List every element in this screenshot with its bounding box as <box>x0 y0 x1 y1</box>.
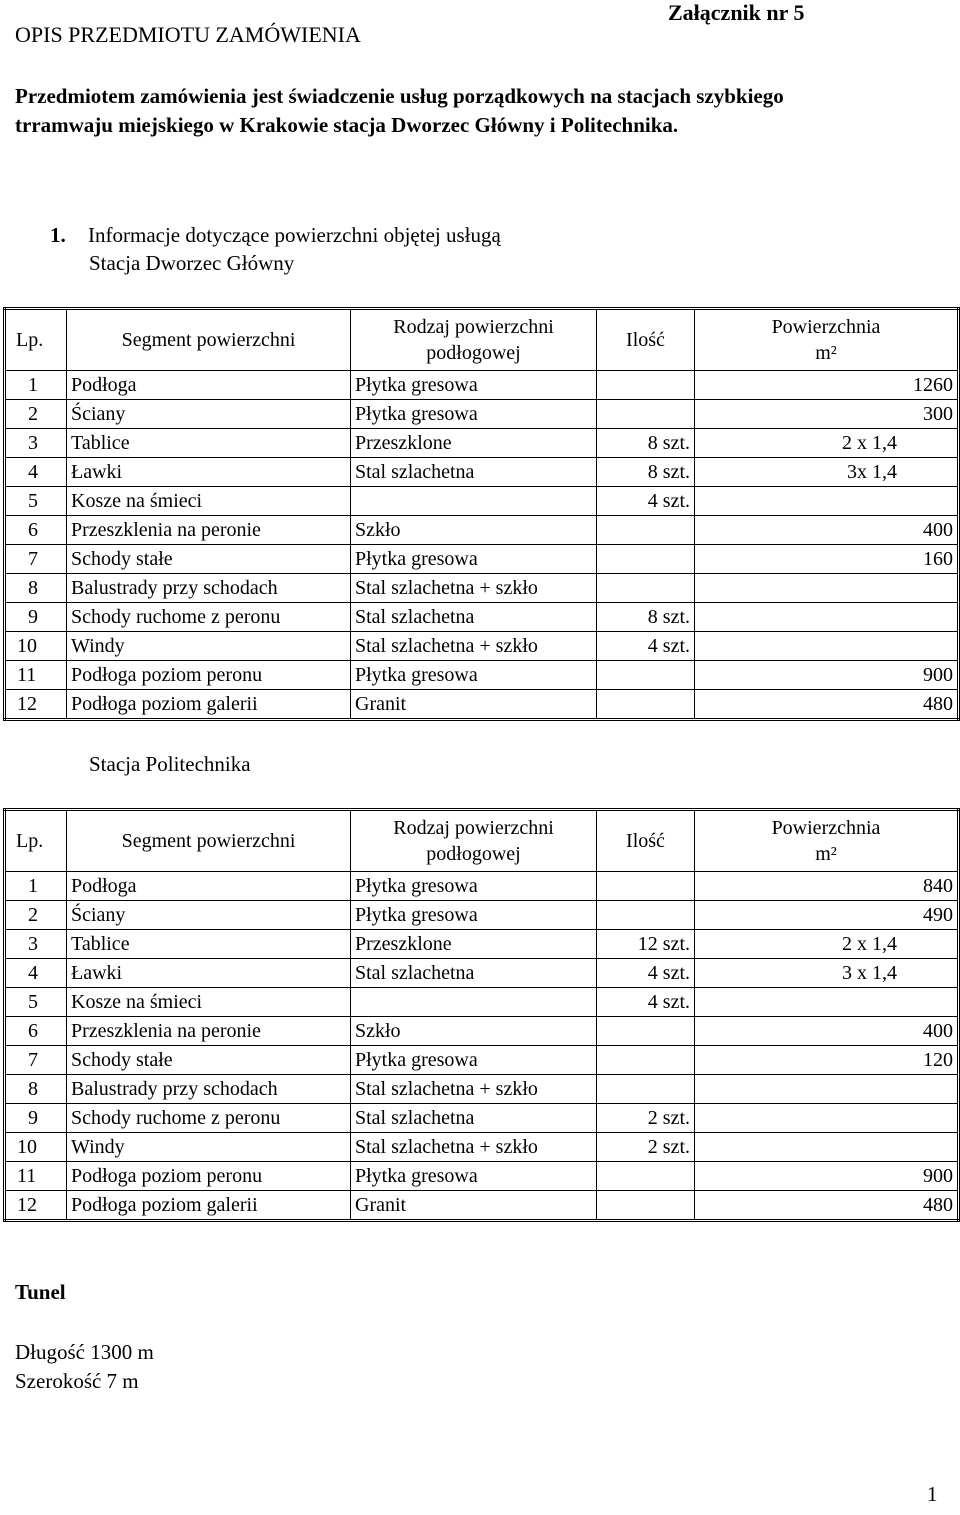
col-header-area-line2: m² <box>815 342 837 364</box>
row-lp: 1 <box>5 371 67 400</box>
row-segment: Podłoga poziom peronu <box>67 1162 351 1191</box>
row-area: 300 <box>695 400 959 429</box>
row-area: 160 <box>695 545 959 574</box>
row-qty <box>597 574 695 603</box>
row-lp: 7 <box>5 1046 67 1075</box>
row-type: Stal szlachetna <box>351 603 597 632</box>
row-lp: 12 <box>5 690 67 720</box>
row-segment: Ściany <box>67 400 351 429</box>
row-qty <box>597 545 695 574</box>
row-qty <box>597 1017 695 1046</box>
row-type: Stal szlachetna + szkło <box>351 1075 597 1104</box>
row-segment: Ławki <box>67 959 351 988</box>
table-row <box>5 959 959 988</box>
row-qty <box>597 371 695 400</box>
row-qty: 2 szt. <box>597 1133 695 1162</box>
row-qty: 4 szt. <box>597 988 695 1017</box>
row-lp: 4 <box>5 959 67 988</box>
row-segment: Kosze na śmieci <box>67 487 351 516</box>
table-row <box>5 574 959 603</box>
row-lp: 2 <box>5 901 67 930</box>
row-qty: 4 szt. <box>597 632 695 661</box>
table-row <box>5 1104 959 1133</box>
row-qty: 8 szt. <box>597 429 695 458</box>
col-header-lp: Lp. <box>5 309 67 371</box>
col-header-area <box>695 810 959 872</box>
row-qty: 4 szt. <box>597 487 695 516</box>
col-header-type-line2: podłogowej <box>426 342 521 364</box>
row-segment: Ławki <box>67 458 351 487</box>
row-lp: 4 <box>5 458 67 487</box>
row-segment: Kosze na śmieci <box>67 988 351 1017</box>
table-row <box>5 632 959 661</box>
row-segment: Schody stałe <box>67 1046 351 1075</box>
table-row <box>5 371 959 400</box>
row-lp: 3 <box>5 429 67 458</box>
table-header-row <box>5 309 959 371</box>
table-row <box>5 1075 959 1104</box>
row-type: Stal szlachetna <box>351 1104 597 1133</box>
row-area <box>695 603 959 632</box>
row-area <box>695 988 959 1017</box>
row-segment: Tablice <box>67 429 351 458</box>
row-area: 2 x 1,4 <box>695 429 959 458</box>
col-header-area-line1: Powierzchnia <box>771 817 881 839</box>
section-heading <box>50 223 501 248</box>
row-type: Płytka gresowa <box>351 545 597 574</box>
row-qty <box>597 690 695 720</box>
document-title: OPIS PRZEDMIOTU ZAMÓWIENIA <box>15 22 361 47</box>
row-type: Stal szlachetna <box>351 458 597 487</box>
row-lp: 7 <box>5 545 67 574</box>
table-row <box>5 1017 959 1046</box>
row-area <box>695 1075 959 1104</box>
row-type: Granit <box>351 1191 597 1221</box>
row-qty <box>597 1046 695 1075</box>
row-lp: 2 <box>5 400 67 429</box>
col-header-qty: Ilość <box>597 810 695 872</box>
table-row <box>5 1162 959 1191</box>
row-lp: 8 <box>5 1075 67 1104</box>
row-type <box>351 988 597 1017</box>
row-type: Przeszklone <box>351 429 597 458</box>
row-area: 400 <box>695 1017 959 1046</box>
row-area <box>695 574 959 603</box>
col-header-lp: Lp. <box>5 810 67 872</box>
row-segment: Podłoga poziom peronu <box>67 661 351 690</box>
row-qty <box>597 400 695 429</box>
row-segment: Podłoga poziom galerii <box>67 1191 351 1221</box>
row-qty <box>597 872 695 901</box>
row-area: 490 <box>695 901 959 930</box>
row-segment: Balustrady przy schodach <box>67 574 351 603</box>
row-qty <box>597 1162 695 1191</box>
col-header-qty: Ilość <box>597 309 695 371</box>
row-type <box>351 487 597 516</box>
row-lp: 9 <box>5 1104 67 1133</box>
spec-table-dworzec <box>3 307 960 721</box>
row-lp: 5 <box>5 988 67 1017</box>
row-lp: 12 <box>5 1191 67 1221</box>
col-header-segment: Segment powierzchni <box>67 309 351 371</box>
row-qty: 8 szt. <box>597 603 695 632</box>
table-row <box>5 872 959 901</box>
row-lp: 5 <box>5 487 67 516</box>
section-number: 1. <box>50 223 66 247</box>
row-area <box>695 1104 959 1133</box>
table-row <box>5 1191 959 1221</box>
subject-line-2: trramwaju miejskiego w Krakowie stacja Dworzec Główny i Politechnika. <box>15 113 679 137</box>
row-area: 900 <box>695 1162 959 1191</box>
row-area: 3 x 1,4 <box>695 959 959 988</box>
table-row <box>5 661 959 690</box>
section-title: Informacje dotyczące powierzchni objętej usługą <box>88 223 501 247</box>
row-qty <box>597 1075 695 1104</box>
row-segment: Schody stałe <box>67 545 351 574</box>
table-row <box>5 1046 959 1075</box>
row-type: Stal szlachetna + szkło <box>351 1133 597 1162</box>
row-type: Płytka gresowa <box>351 1046 597 1075</box>
table-row <box>5 429 959 458</box>
row-segment: Schody ruchome z peronu <box>67 603 351 632</box>
row-segment: Przeszklenia na peronie <box>67 516 351 545</box>
row-area: 480 <box>695 690 959 720</box>
row-area: 2 x 1,4 <box>695 930 959 959</box>
row-type: Stal szlachetna <box>351 959 597 988</box>
row-type: Płytka gresowa <box>351 371 597 400</box>
row-segment: Ściany <box>67 901 351 930</box>
row-segment: Tablice <box>67 930 351 959</box>
row-type: Przeszklone <box>351 930 597 959</box>
row-lp: 10 <box>5 1133 67 1162</box>
row-segment: Podłoga <box>67 872 351 901</box>
row-type: Płytka gresowa <box>351 400 597 429</box>
subject-paragraph <box>15 82 784 140</box>
col-header-area-line2: m² <box>815 843 837 865</box>
row-lp: 8 <box>5 574 67 603</box>
col-header-segment: Segment powierzchni <box>67 810 351 872</box>
row-lp: 3 <box>5 930 67 959</box>
row-segment: Windy <box>67 632 351 661</box>
col-header-type-line1: Rodzaj powierzchni <box>393 817 554 839</box>
table-row <box>5 901 959 930</box>
tunnel-info <box>15 1338 154 1396</box>
table-row <box>5 458 959 487</box>
row-type: Granit <box>351 690 597 720</box>
tunnel-heading: Tunel <box>15 1280 66 1304</box>
subject-line-1: Przedmiotem zamówienia jest świadczenie usług porządkowych na stacjach szybkiego <box>15 84 784 108</box>
table-row <box>5 516 959 545</box>
col-header-type-line2: podłogowej <box>426 843 521 865</box>
row-segment: Podłoga poziom galerii <box>67 690 351 720</box>
row-type: Szkło <box>351 1017 597 1046</box>
table-row <box>5 400 959 429</box>
row-area <box>695 1133 959 1162</box>
station-name-dworzec: Stacja Dworzec Główny <box>89 251 295 275</box>
table-header-row <box>5 810 959 872</box>
row-type: Płytka gresowa <box>351 901 597 930</box>
row-area: 1260 <box>695 371 959 400</box>
row-qty: 12 szt. <box>597 930 695 959</box>
row-area: 900 <box>695 661 959 690</box>
row-type: Płytka gresowa <box>351 1162 597 1191</box>
row-area: 840 <box>695 872 959 901</box>
col-header-area <box>695 309 959 371</box>
row-area: 400 <box>695 516 959 545</box>
spec-table-politechnika <box>3 808 960 1222</box>
tunnel-length: Długość 1300 m <box>15 1340 154 1364</box>
table-row <box>5 1133 959 1162</box>
row-area <box>695 632 959 661</box>
tunnel-width: Szerokość 7 m <box>15 1369 139 1393</box>
row-qty: 4 szt. <box>597 959 695 988</box>
row-type: Stal szlachetna + szkło <box>351 574 597 603</box>
table-row <box>5 930 959 959</box>
station-name-politechnika: Stacja Politechnika <box>89 752 251 776</box>
row-type: Stal szlachetna + szkło <box>351 632 597 661</box>
row-lp: 11 <box>5 661 67 690</box>
row-qty <box>597 901 695 930</box>
col-header-type <box>351 309 597 371</box>
attachment-label: Załącznik nr 5 <box>668 0 805 25</box>
row-segment: Schody ruchome z peronu <box>67 1104 351 1133</box>
row-lp: 10 <box>5 632 67 661</box>
col-header-type-line1: Rodzaj powierzchni <box>393 316 554 338</box>
col-header-type <box>351 810 597 872</box>
table-row <box>5 988 959 1017</box>
row-qty <box>597 516 695 545</box>
row-area: 480 <box>695 1191 959 1221</box>
row-segment: Windy <box>67 1133 351 1162</box>
row-type: Płytka gresowa <box>351 661 597 690</box>
row-lp: 6 <box>5 516 67 545</box>
row-qty <box>597 1191 695 1221</box>
row-lp: 6 <box>5 1017 67 1046</box>
row-type: Szkło <box>351 516 597 545</box>
row-qty <box>597 661 695 690</box>
table-row <box>5 545 959 574</box>
row-lp: 11 <box>5 1162 67 1191</box>
row-lp: 1 <box>5 872 67 901</box>
row-area: 120 <box>695 1046 959 1075</box>
row-lp: 9 <box>5 603 67 632</box>
row-segment: Przeszklenia na peronie <box>67 1017 351 1046</box>
table-row <box>5 487 959 516</box>
row-type: Płytka gresowa <box>351 872 597 901</box>
row-qty: 8 szt. <box>597 458 695 487</box>
row-qty: 2 szt. <box>597 1104 695 1133</box>
row-segment: Balustrady przy schodach <box>67 1075 351 1104</box>
page-number: 1 <box>927 1482 938 1506</box>
table-row <box>5 690 959 720</box>
table-row <box>5 603 959 632</box>
row-area: 3x 1,4 <box>695 458 959 487</box>
col-header-area-line1: Powierzchnia <box>771 316 881 338</box>
row-segment: Podłoga <box>67 371 351 400</box>
row-area <box>695 487 959 516</box>
